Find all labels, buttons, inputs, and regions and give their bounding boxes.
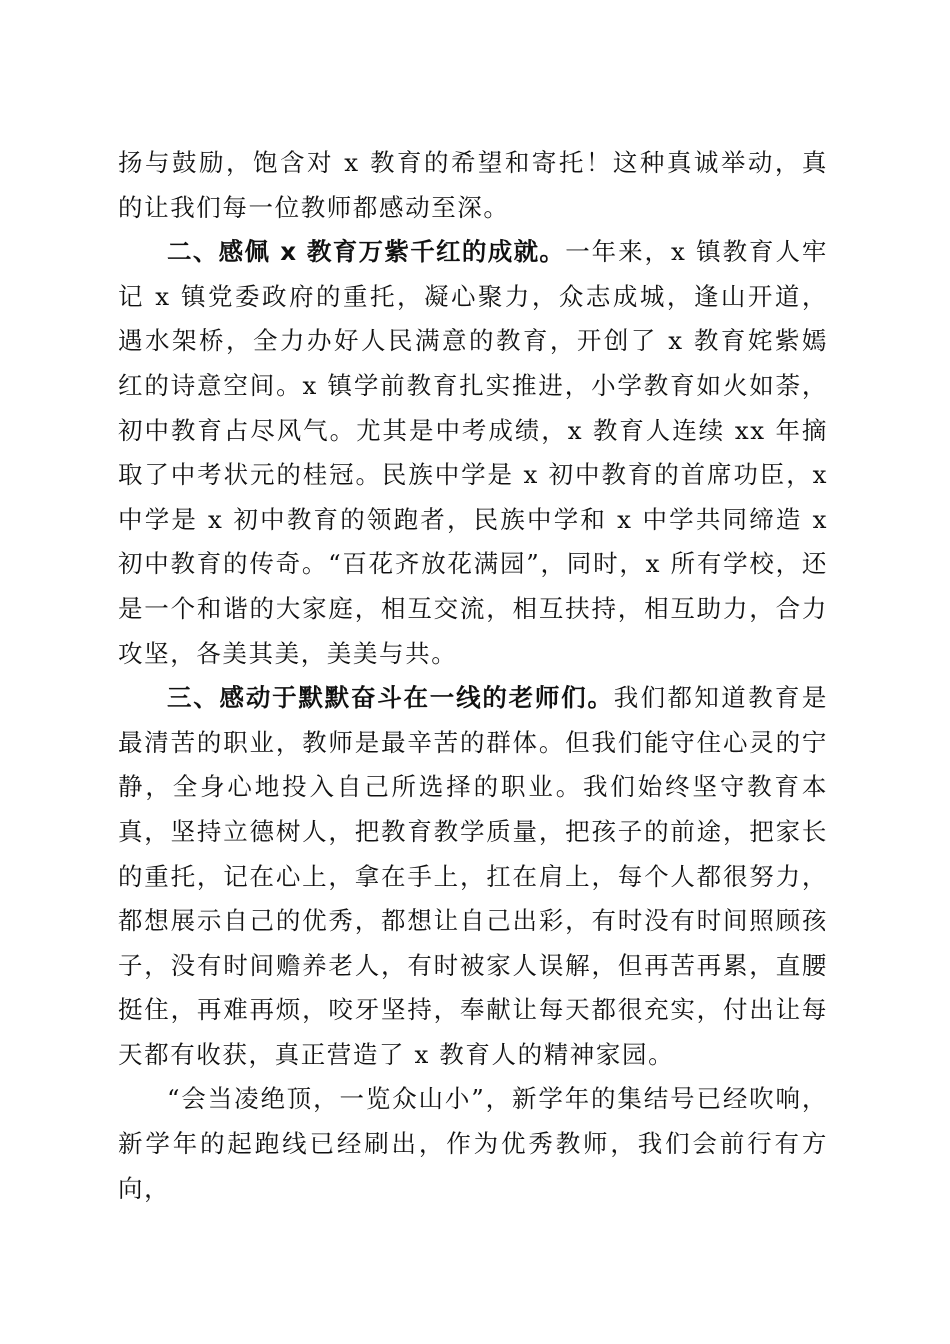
- section-heading-two: 二、感佩 x 教育万紫千红的成就。: [167, 237, 566, 267]
- paragraph-section-two: [118, 230, 828, 676]
- paragraph-text: 一年来，x 镇教育人牢记 x 镇党委政府的重托，凝心聚力，众志成城，逢山开道，遇水架桥，全力办好人民满意的教育，开创了 x 教育姹紫嫣红的诗意空间。x 镇学前教育扎实推进，小学教育如火如荼，初中教育占尽风气。尤其是中考成绩，x 教育人连续 xx 年摘取了中考状元的桂冠。民族中学是 x 初中教育的首席功臣，x 中学是 x 初中教育的领跑者，民族中学和 x 中学共同缔造 x 初中教育的传奇。“百花齐放花满园”，同时，x 所有学校，还是一个和谐的大家庭，相互交流，相互扶持，相互助力，合力攻坚，各美其美，美美与共。: [118, 237, 828, 668]
- paragraph-text: 扬与鼓励，饱含对 x 教育的希望和寄托！这种真诚举动，真的让我们每一位教师都感动至深。: [118, 148, 828, 222]
- paragraph-closing: [118, 1077, 828, 1211]
- document-body: [118, 141, 828, 1211]
- paragraph-section-three: [118, 676, 828, 1077]
- paragraph-text: 我们都知道教育是最清苦的职业，教师是最辛苦的群体。但我们能守住心灵的宁静，全身心地投入自己所选择的职业。我们始终坚守教育本真，坚持立德树人，把教育教学质量，把孩子的前途，把家长的重托，记在心上，拿在手上，扛在肩上，每个人都很努力，都想展示自己的优秀，都想让自己出彩，有时没有时间照顾孩子，没有时间赡养老人，有时被家人误解，但再苦再累，直腰挺住，再难再烦，咬牙坚持，奉献让每天都很充实，付出让每天都有收获，真正营造了 x 教育人的精神家园。: [118, 683, 828, 1069]
- section-heading-three: 三、感动于默默奋斗在一线的老师们。: [167, 683, 614, 713]
- paragraph-continuation: [118, 141, 828, 230]
- paragraph-text: “会当凌绝顶，一览众山小”，新学年的集结号已经吹响，新学年的起跑线已经刷出，作为优秀教师，我们会前行有方向，: [118, 1084, 828, 1203]
